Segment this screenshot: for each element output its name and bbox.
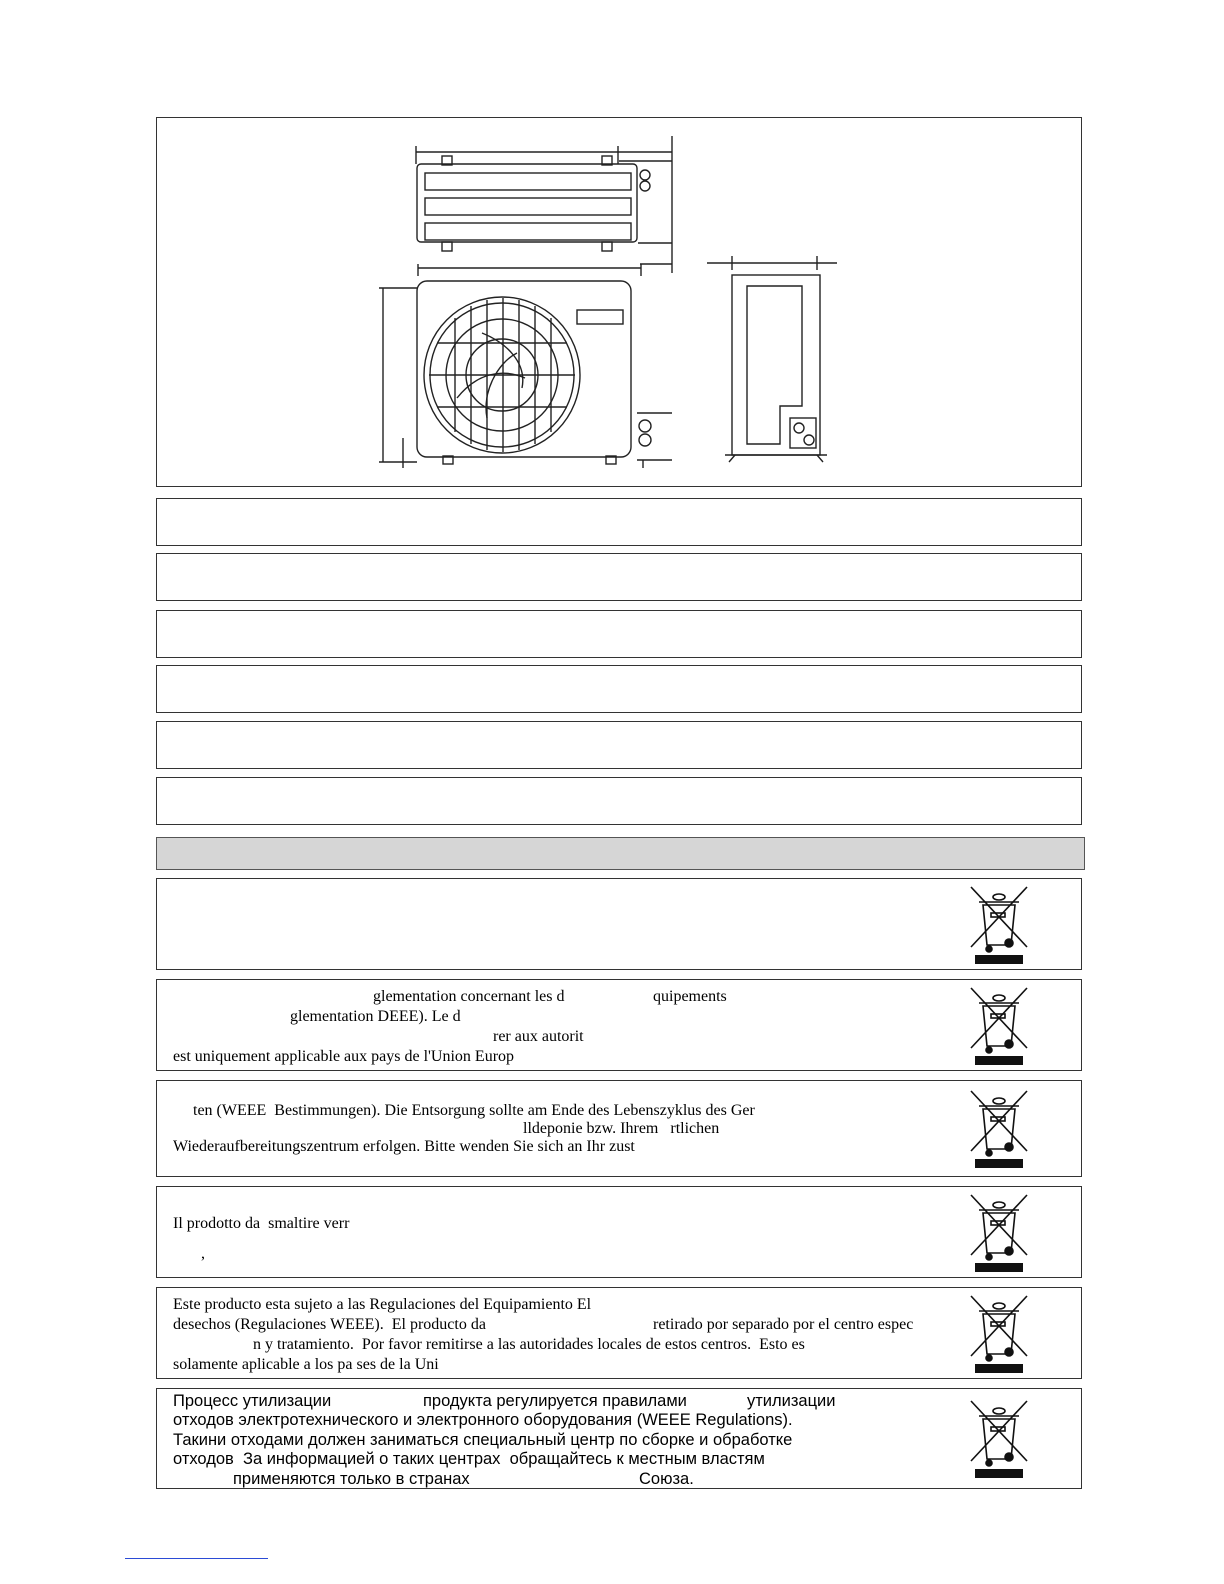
text-line: Союза. [639, 1469, 694, 1488]
section-header-bar [156, 837, 1085, 870]
crossed-out-bin-icon [963, 984, 1035, 1066]
crossed-out-bin-icon [963, 1087, 1035, 1169]
text-line: glementation concernant les d [373, 988, 565, 1005]
text-line: rer aux autorit [493, 1028, 584, 1045]
text-line: n y tratamiento. Por favor remitirse a las autoridades locales de estos centros. Esto es [253, 1336, 805, 1353]
text-line: est uniquement applicable aux pays de l'Union Europ [173, 1048, 515, 1065]
text-line: retirado por separado por el centro espec [653, 1316, 914, 1333]
weee-notice-it [156, 1186, 1082, 1278]
text-line: glementation DEEE). Le d [290, 1008, 461, 1025]
footer-link-underline[interactable] [125, 1558, 268, 1559]
text-line: , [201, 1245, 205, 1262]
text-line: продукта регулируется правилами [423, 1392, 687, 1410]
crossed-out-bin-icon [963, 1191, 1035, 1273]
unit-dimension-diagram [156, 117, 1082, 487]
spec-row-6 [156, 777, 1082, 825]
text-line: quipements [653, 988, 727, 1005]
crossed-out-bin-icon [963, 1292, 1035, 1374]
side-view [707, 256, 837, 462]
front-view [379, 264, 672, 468]
weee-notice-de [156, 1080, 1082, 1177]
spec-row-3 [156, 610, 1082, 658]
crossed-out-bin-icon [963, 1397, 1035, 1479]
text-line: Wiederaufbereitungszentrum erfolgen. Bitte wenden Sie sich an Ihr zust [173, 1138, 635, 1155]
text-line: desechos (Regulaciones WEEE). El producto da [173, 1316, 486, 1333]
text-line: отходов электротехнического и электронного оборудования (WEEE Regulations). [173, 1411, 793, 1430]
text-line: отходов За информацией о таких центрах обращайтесь к местным властям [173, 1450, 765, 1469]
weee-text-de [173, 1101, 911, 1171]
weee-notice-ru [156, 1388, 1082, 1489]
text-line: solamente aplicable a los pa ses de la Uni [173, 1356, 439, 1373]
text-line: Este producto esta sujeto a las Regulaciones del Equipamiento El [173, 1296, 592, 1313]
weee-text-ru [173, 1392, 911, 1487]
weee-notice-en [156, 878, 1082, 970]
weee-text-it [173, 1214, 911, 1274]
text-line: Процесс утилизации [173, 1392, 332, 1410]
spec-row-4 [156, 665, 1082, 713]
spec-row-2 [156, 553, 1082, 601]
weee-text-es [173, 1295, 914, 1375]
top-view [416, 136, 672, 273]
crossed-out-bin-icon [963, 883, 1035, 965]
weee-notice-fr [156, 979, 1082, 1071]
text-line: Il prodotto da smaltire verr [173, 1215, 350, 1232]
text-line: ten (WEEE Bestimmungen). Die Entsorgung sollte am Ende des Lebenszyklus des Ger [193, 1102, 755, 1119]
weee-notice-es [156, 1287, 1082, 1379]
outdoor-unit-drawing [157, 118, 1083, 488]
text-line: применяются только в странах [233, 1469, 470, 1488]
spec-row-5 [156, 721, 1082, 769]
spec-row-1 [156, 498, 1082, 546]
weee-text-fr [173, 987, 911, 1067]
text-line: Такини отходами должен заниматься специальный центр по сборке и обработке [173, 1430, 793, 1449]
text-line: утилизации [747, 1392, 836, 1410]
text-line: lldeponie bzw. Ihrem rtlichen [523, 1120, 720, 1137]
